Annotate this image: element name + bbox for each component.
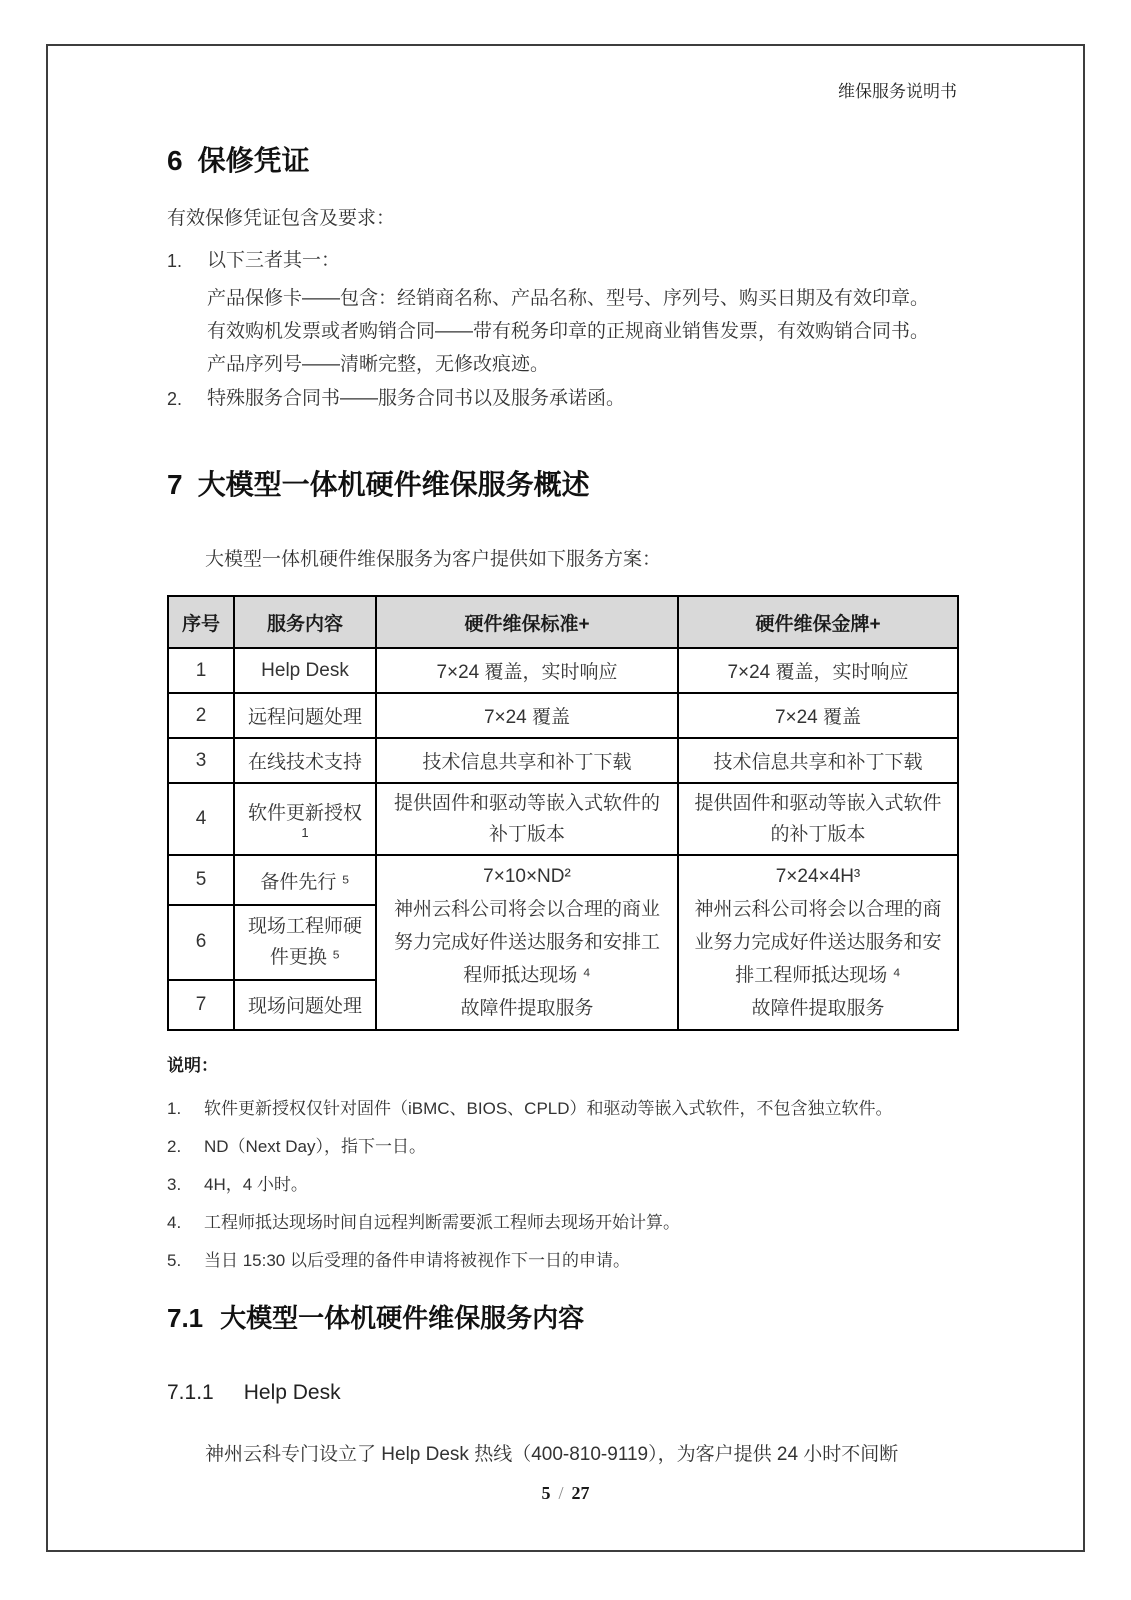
- cell-service: 现场工程师硬件更换 ⁵: [234, 905, 376, 979]
- cell-service: 现场问题处理: [234, 980, 376, 1030]
- section-7-number: 7: [167, 469, 183, 500]
- table-row: [168, 648, 958, 693]
- running-header: 维保服务说明书: [838, 82, 957, 101]
- list-item-text: 以下三者其一：: [207, 250, 341, 271]
- cell-service: Help Desk: [234, 648, 376, 693]
- list-item-number: 1.: [167, 251, 183, 271]
- cell-standard-merged: [376, 855, 678, 1030]
- note-text: 工程师抵达现场时间自远程判断需要派工程师去现场开始计算。: [204, 1213, 680, 1232]
- cell-service: 远程问题处理: [234, 693, 376, 738]
- header-cell-standard: 硬件维保标准+: [376, 596, 678, 648]
- list-item-sub-block: [207, 282, 957, 381]
- sub-line: 产品序列号——清晰完整，无修改痕迹。: [207, 354, 550, 375]
- table-row: [168, 738, 958, 783]
- note-item: [167, 1096, 957, 1122]
- section-7-intro: 大模型一体机硬件维保服务为客户提供如下服务方案：: [205, 549, 662, 570]
- section-7-1-number: 7.1: [167, 1303, 204, 1333]
- list-item-text: 特殊服务合同书——服务合同书以及服务承诺函。: [207, 388, 626, 409]
- note-item: [167, 1134, 957, 1160]
- cell-service-footnote: 1: [301, 825, 309, 840]
- page-footer: [0, 1483, 1131, 1504]
- cell-no: 5: [168, 855, 234, 905]
- section-6-heading: [167, 144, 957, 178]
- merged-line-desc: 神州云科公司将会以合理的商业努力完成好件送达服务和安排工程师抵达现场 ⁴: [694, 899, 942, 986]
- note-number: 3.: [167, 1175, 182, 1194]
- note-text: 当日 15:30 以后受理的备件申请将被视作下一日的申请。: [204, 1251, 630, 1270]
- section-7-1-1-number: 7.1.1: [167, 1381, 214, 1404]
- cell-no: 2: [168, 693, 234, 738]
- note-number: 4.: [167, 1213, 182, 1232]
- header-cell-index: 序号: [168, 596, 234, 648]
- table-header-row: [168, 596, 958, 648]
- section-6-intro: 有效保修凭证包含及要求：: [167, 208, 396, 229]
- footer-total-pages: 27: [571, 1483, 590, 1503]
- section-7-1-1-heading: [167, 1380, 957, 1406]
- cell-gold: 提供固件和驱动等嵌入式软件的补丁版本: [678, 783, 958, 855]
- cell-service-text: 软件更新授权: [247, 803, 362, 824]
- cell-gold: 7×24 覆盖: [678, 693, 958, 738]
- merged-line-extra: 故障件提取服务: [460, 998, 594, 1019]
- section-7-1-title: 大模型一体机硬件维保服务内容: [220, 1303, 585, 1333]
- sub-line: 产品保修卡——包含：经销商名称、产品名称、型号、序列号、购买日期及有效印章。: [207, 288, 930, 309]
- merged-line-sla: 7×24×4H³: [775, 866, 861, 887]
- cell-gold: 技术信息共享和补丁下载: [678, 738, 958, 783]
- note-item: [167, 1172, 957, 1198]
- list-item: [167, 248, 957, 274]
- footer-page-number: 5: [541, 1483, 551, 1503]
- cell-no: 1: [168, 648, 234, 693]
- table-row: [168, 855, 958, 905]
- note-item: [167, 1248, 957, 1274]
- cell-service: 在线技术支持: [234, 738, 376, 783]
- note-number: 1.: [167, 1099, 182, 1118]
- page-content: [167, 82, 957, 1468]
- note-text: ND（Next Day），指下一日。: [204, 1137, 426, 1156]
- list-item-number: 2.: [167, 389, 183, 409]
- section-7-title: 大模型一体机硬件维保服务概述: [197, 469, 590, 500]
- table-row: [168, 693, 958, 738]
- cell-service: [234, 783, 376, 855]
- cell-service: 备件先行 ⁵: [234, 855, 376, 905]
- merged-line-desc: 神州云科公司将会以合理的商业努力完成好件送达服务和安排工程师抵达现场 ⁴: [393, 899, 660, 986]
- table-row: [168, 783, 958, 855]
- helpdesk-paragraph: 神州云科专门设立了 Help Desk 热线（400-810-9119），为客户提供 24 小时不间断: [205, 1444, 899, 1465]
- header-cell-gold: 硬件维保金牌+: [678, 596, 958, 648]
- note-number: 2.: [167, 1137, 182, 1156]
- note-text: 软件更新授权仅针对固件（iBMC、BIOS、CPLD）和驱动等嵌入式软件，不包含独立软件。: [204, 1099, 893, 1118]
- cell-standard: 7×24 覆盖: [376, 693, 678, 738]
- note-text: 4H，4 小时。: [204, 1175, 308, 1194]
- cell-gold: 7×24 覆盖，实时响应: [678, 648, 958, 693]
- notes-title: 说明：: [167, 1056, 218, 1075]
- section-7-heading: [167, 468, 957, 502]
- sub-line: 有效购机发票或者购销合同——带有税务印章的正规商业销售发票，有效购销合同书。: [207, 321, 930, 342]
- header-cell-service: 服务内容: [234, 596, 376, 648]
- merged-line-sla: 7×10×ND²: [483, 866, 571, 887]
- cell-gold-merged: [678, 855, 958, 1030]
- cell-no: 4: [168, 783, 234, 855]
- cell-no: 7: [168, 980, 234, 1030]
- section-7-1-1-title: Help Desk: [243, 1381, 341, 1404]
- merged-line-extra: 故障件提取服务: [751, 998, 885, 1019]
- cell-standard: 提供固件和驱动等嵌入式软件的补丁版本: [376, 783, 678, 855]
- section-7-1-heading: [167, 1302, 957, 1334]
- note-item: [167, 1210, 957, 1236]
- footer-separator: /: [558, 1483, 564, 1503]
- list-item: [167, 386, 957, 412]
- cell-standard: 技术信息共享和补丁下载: [376, 738, 678, 783]
- service-plan-table: [167, 595, 959, 1031]
- cell-standard: 7×24 覆盖，实时响应: [376, 648, 678, 693]
- cell-no: 3: [168, 738, 234, 783]
- note-number: 5.: [167, 1251, 182, 1270]
- cell-no: 6: [168, 905, 234, 979]
- section-6-title: 保修凭证: [197, 145, 310, 176]
- section-6-number: 6: [167, 145, 183, 176]
